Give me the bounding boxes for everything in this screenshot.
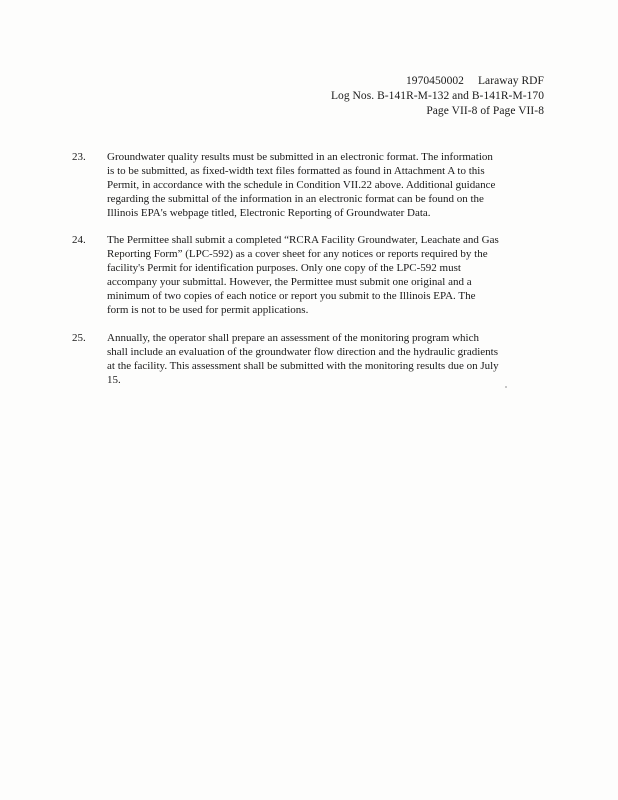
condition-number: 24.	[72, 234, 86, 246]
condition-text: The Permittee shall submit a completed “RCRA Facility Groundwater, Leachate and Gas Reporting Form” (LPC-592) as a cover sheet for any notices or reports required by the facility's Permit for identification purposes. Only one copy of the LPC-592 must accompany your submittal. However, the Permittee must submit one original and a minimum of two copies of each notice or report you submit to the Illinois EPA. The form is not to be used for permit applications.	[107, 234, 499, 316]
page-number: Page VII-8 of Page VII-8	[426, 105, 544, 117]
facility-id: 1970450002	[405, 75, 464, 87]
log-numbers: Log Nos. B-141R-M-132 and B-141R-M-170	[330, 90, 544, 102]
condition-item	[72, 331, 552, 387]
condition-number: 25.	[72, 332, 86, 344]
condition-text: Groundwater quality results must be submitted in an electronic format. The information is to be submitted, as fixed-width text files formatted as found in Attachment A to this Permit, in accordance with the schedule in Condition VII.22 above. Additional guidance regarding the submittal of the information in an electronic format can be found on the Illinois EPA's webpage titled, Electronic Reporting of Groundwater Data.	[107, 151, 496, 219]
header-id-line	[331, 74, 544, 89]
condition-number: 23.	[72, 151, 86, 163]
condition-item	[72, 150, 552, 220]
page-header	[331, 74, 544, 119]
scan-speck	[505, 386, 507, 388]
condition-text: Annually, the operator shall prepare an assessment of the monitoring program which shall include an evaluation of the groundwater flow direction and the hydraulic gradients at the facility. This assessment shall be submitted with the monitoring results due on July 15.	[107, 332, 499, 386]
condition-item	[72, 233, 552, 317]
facility-name: Laraway RDF	[477, 75, 544, 87]
